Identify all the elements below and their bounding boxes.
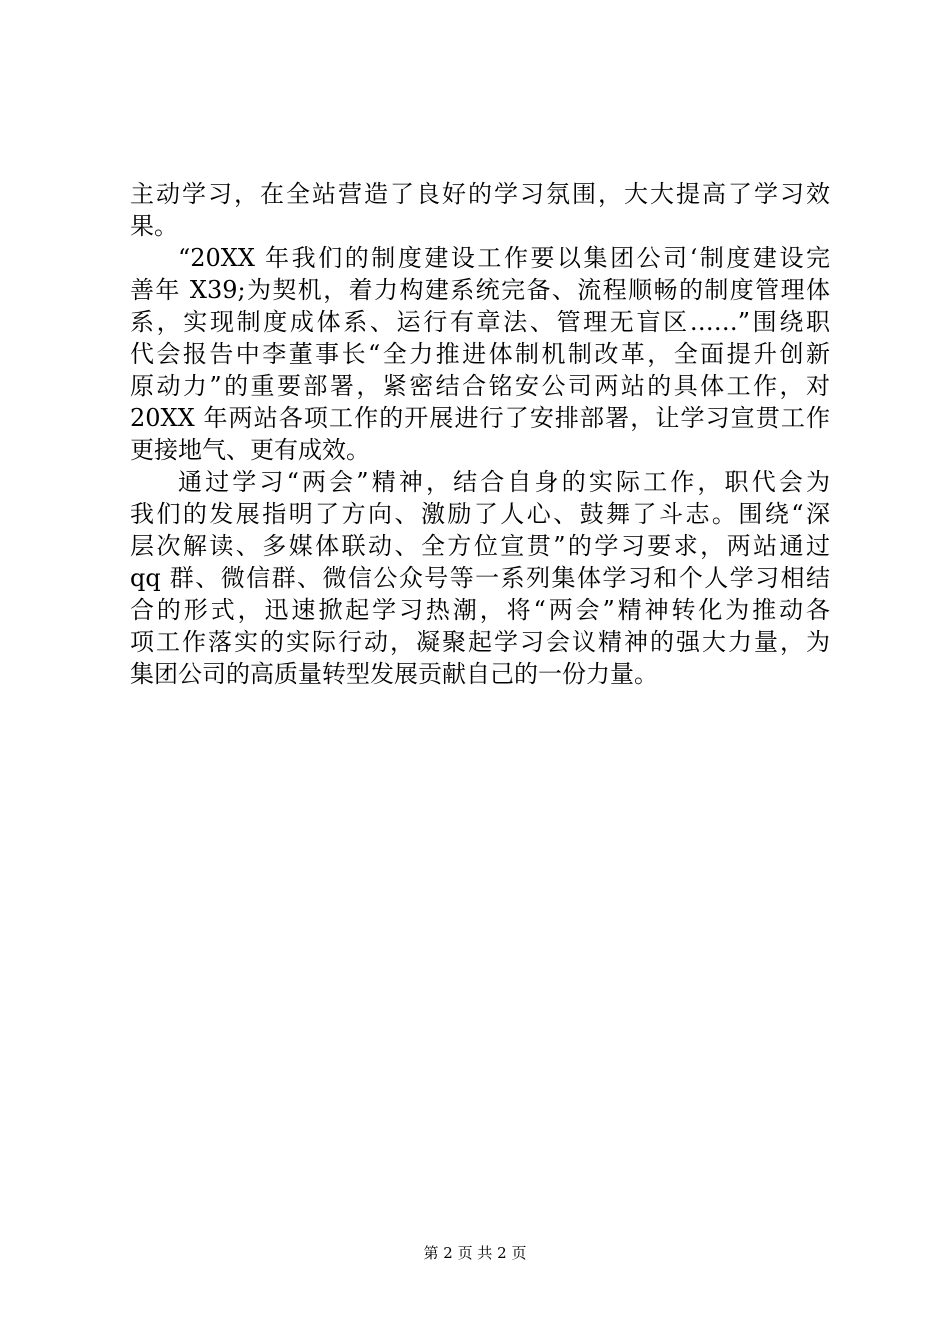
body-text-line: qq 群、微信群、微信公众号等一系列集体学习和个人学习相结 bbox=[130, 564, 830, 592]
body-text-line: 主动学习，在全站营造了良好的学习氛围，大大提高了学习效 bbox=[130, 180, 830, 208]
body-text-line: 代会报告中李董事长“全力推进体制机制改革，全面提升创新 bbox=[130, 340, 830, 368]
body-text-line: “20XX 年我们的制度建设工作要以集团公司‘制度建设完 bbox=[178, 244, 830, 272]
body-text-line: 通过学习“两会”精神，结合自身的实际工作，职代会为 bbox=[178, 468, 830, 496]
body-text-line: 合的形式，迅速掀起学习热潮，将“两会”精神转化为推动各 bbox=[130, 596, 830, 624]
page-number-footer: 第 2 页 共 2 页 bbox=[423, 1244, 527, 1262]
body-text-line: 系，实现制度成体系、运行有章法、管理无盲区……”围绕职 bbox=[130, 308, 830, 336]
body-text-line: 更接地气、更有成效。 bbox=[130, 436, 370, 464]
body-text-line: 我们的发展指明了方向、激励了人心、鼓舞了斗志。围绕“深 bbox=[130, 500, 830, 528]
body-text-line: 善年 X39;为契机，着力构建系统完备、流程顺畅的制度管理体 bbox=[130, 276, 830, 304]
body-text-line: 项工作落实的实际行动，凝聚起学习会议精神的强大力量，为 bbox=[130, 628, 830, 656]
body-text-line: 果。 bbox=[130, 212, 178, 240]
body-text-line: 20XX 年两站各项工作的开展进行了安排部署，让学习宣贯工作 bbox=[130, 404, 830, 432]
body-text-line: 原动力”的重要部署，紧密结合铭安公司两站的具体工作，对 bbox=[130, 372, 830, 400]
body-text-line: 层次解读、多媒体联动、全方位宣贯”的学习要求，两站通过 bbox=[130, 532, 830, 560]
body-text-line: 集团公司的高质量转型发展贡献自己的一份力量。 bbox=[130, 660, 658, 688]
